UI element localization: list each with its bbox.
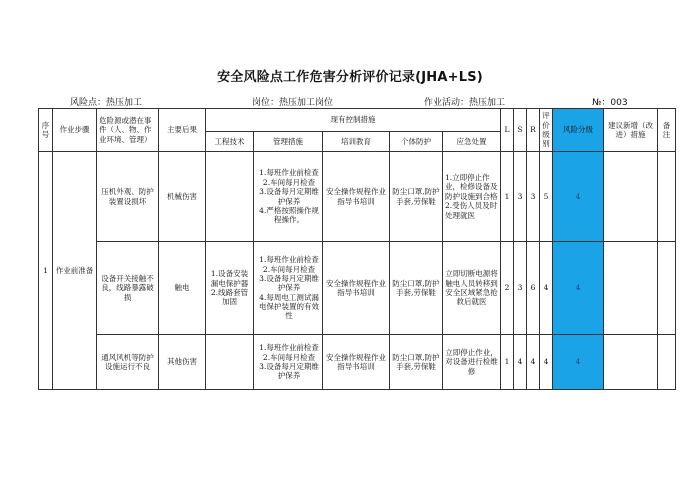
ppe-cell: 防尘口罩,防护手套,劳保鞋 bbox=[390, 335, 443, 390]
risk-grade-cell: 4 bbox=[553, 152, 604, 242]
emergency-cell: 立即停止作业，对设备进行检维修 bbox=[443, 335, 501, 390]
risk-point-label: 风险点：热压加工 bbox=[70, 98, 143, 108]
header-eval-level: 评价级别 bbox=[540, 109, 553, 152]
header-r: R bbox=[527, 109, 540, 152]
header-hazard: 危险源或潜在事件（人、物、作业环境、管理） bbox=[97, 109, 159, 152]
r-cell: 3 bbox=[527, 152, 540, 242]
header-emergency: 应急处置 bbox=[443, 132, 501, 152]
record-number: №：003 bbox=[592, 98, 628, 108]
header-controls: 现有控制措施 bbox=[206, 109, 501, 132]
ppe-cell: 防尘口罩,防护手套,劳保鞋 bbox=[390, 152, 443, 242]
eval-cell: 5 bbox=[540, 152, 553, 242]
l-cell: 1 bbox=[501, 152, 514, 242]
management-item: 2.车间每月检查 bbox=[262, 177, 316, 187]
header-step: 作业步骤 bbox=[53, 109, 97, 152]
group-step: 作业前准备 bbox=[53, 152, 97, 390]
remark-cell bbox=[658, 335, 676, 390]
management-item: 1.每班作业前检查 bbox=[259, 255, 319, 265]
header-l: L bbox=[501, 109, 514, 152]
management-item: 1.每班作业前检查 bbox=[259, 168, 319, 178]
hazard-cell: 压机外观、防护装置设损坏 bbox=[97, 152, 159, 242]
management-item: 1.每班作业前检查 bbox=[259, 343, 319, 353]
hazard-cell: 通风风机等防护设施运行不良 bbox=[97, 335, 159, 390]
header-engineering: 工程技术 bbox=[206, 132, 254, 152]
s-cell: 3 bbox=[514, 152, 527, 242]
management-cell bbox=[254, 242, 323, 335]
suggest-cell bbox=[604, 242, 658, 335]
header-ppe: 个体防护 bbox=[390, 132, 443, 152]
management-item: 2.车间每月检查 bbox=[262, 352, 316, 362]
suggest-cell bbox=[604, 152, 658, 242]
engineering-cell: 1.设备安装漏电保护器 2.线路套管加固 bbox=[206, 242, 254, 335]
management-item: 4.严格按照操作规程操作。 bbox=[259, 205, 319, 225]
management-cell bbox=[254, 335, 323, 390]
consequence-cell: 触电 bbox=[159, 242, 206, 335]
header-management: 管理措施 bbox=[254, 132, 323, 152]
management-cell bbox=[254, 152, 323, 242]
s-cell: 4 bbox=[514, 335, 527, 390]
l-cell: 2 bbox=[501, 242, 514, 335]
remark-cell bbox=[658, 152, 676, 242]
remark-cell bbox=[658, 242, 676, 335]
hazard-cell: 设备开关接触不良，线路暴露破损 bbox=[97, 242, 159, 335]
ppe-cell: 防尘口罩,防护手套,劳保鞋 bbox=[390, 242, 443, 335]
document-title: 安全风险点工作危害分析评价记录(JHA+LS) bbox=[217, 70, 483, 85]
r-cell: 4 bbox=[527, 335, 540, 390]
risk-grade-cell: 4 bbox=[553, 242, 604, 335]
l-cell: 1 bbox=[501, 335, 514, 390]
management-item: 3.设备每月定期维护保养 bbox=[259, 187, 319, 206]
emergency-cell: 1.立即停止作业，检修设备及防护设施到合格 2.受伤人员及时处理就医 bbox=[443, 152, 501, 242]
header-suggest: 建议新增（改进）措施 bbox=[604, 109, 658, 152]
header-remark: 备注 bbox=[658, 109, 676, 152]
eval-cell: 4 bbox=[540, 242, 553, 335]
engineering-cell bbox=[206, 152, 254, 242]
management-item: 2.车间每月检查 bbox=[262, 264, 316, 274]
header-consequence: 主要后果 bbox=[159, 109, 206, 152]
header-training: 培训教育 bbox=[323, 132, 390, 152]
table-row bbox=[39, 152, 676, 242]
jha-table bbox=[38, 108, 676, 390]
emergency-cell: 立即切断电源将触电人员转移到安全区域紧急抢救后就医 bbox=[443, 242, 501, 335]
r-cell: 6 bbox=[527, 242, 540, 335]
engineering-cell bbox=[206, 335, 254, 390]
group-seq: 1 bbox=[39, 152, 53, 390]
management-item: 4.每周电工测试漏电保护装置的有效性 bbox=[259, 292, 319, 321]
post-label: 岗位：热压加工岗位 bbox=[252, 98, 334, 108]
management-item: 3.设备每月定期维护保养 bbox=[259, 273, 319, 293]
s-cell: 3 bbox=[514, 242, 527, 335]
risk-grade-cell: 4 bbox=[553, 335, 604, 390]
management-item: 3.设备每月定期维护保养 bbox=[259, 362, 319, 381]
header-s: S bbox=[514, 109, 527, 152]
eval-cell: 4 bbox=[540, 335, 553, 390]
header-risk-grade: 风险分级 bbox=[553, 109, 604, 152]
consequence-cell: 机械伤害 bbox=[159, 152, 206, 242]
consequence-cell: 其他伤害 bbox=[159, 335, 206, 390]
training-cell: 安全操作规程作业指导书培训 bbox=[323, 242, 390, 335]
training-cell: 安全操作规程作业指导书培训 bbox=[323, 335, 390, 390]
table-row bbox=[39, 242, 676, 335]
table-row bbox=[39, 335, 676, 390]
activity-label: 作业活动：热压加工 bbox=[424, 98, 506, 108]
suggest-cell bbox=[604, 335, 658, 390]
header-seq: 序号 bbox=[39, 109, 53, 152]
training-cell: 安全操作规程作业指导书培训 bbox=[323, 152, 390, 242]
